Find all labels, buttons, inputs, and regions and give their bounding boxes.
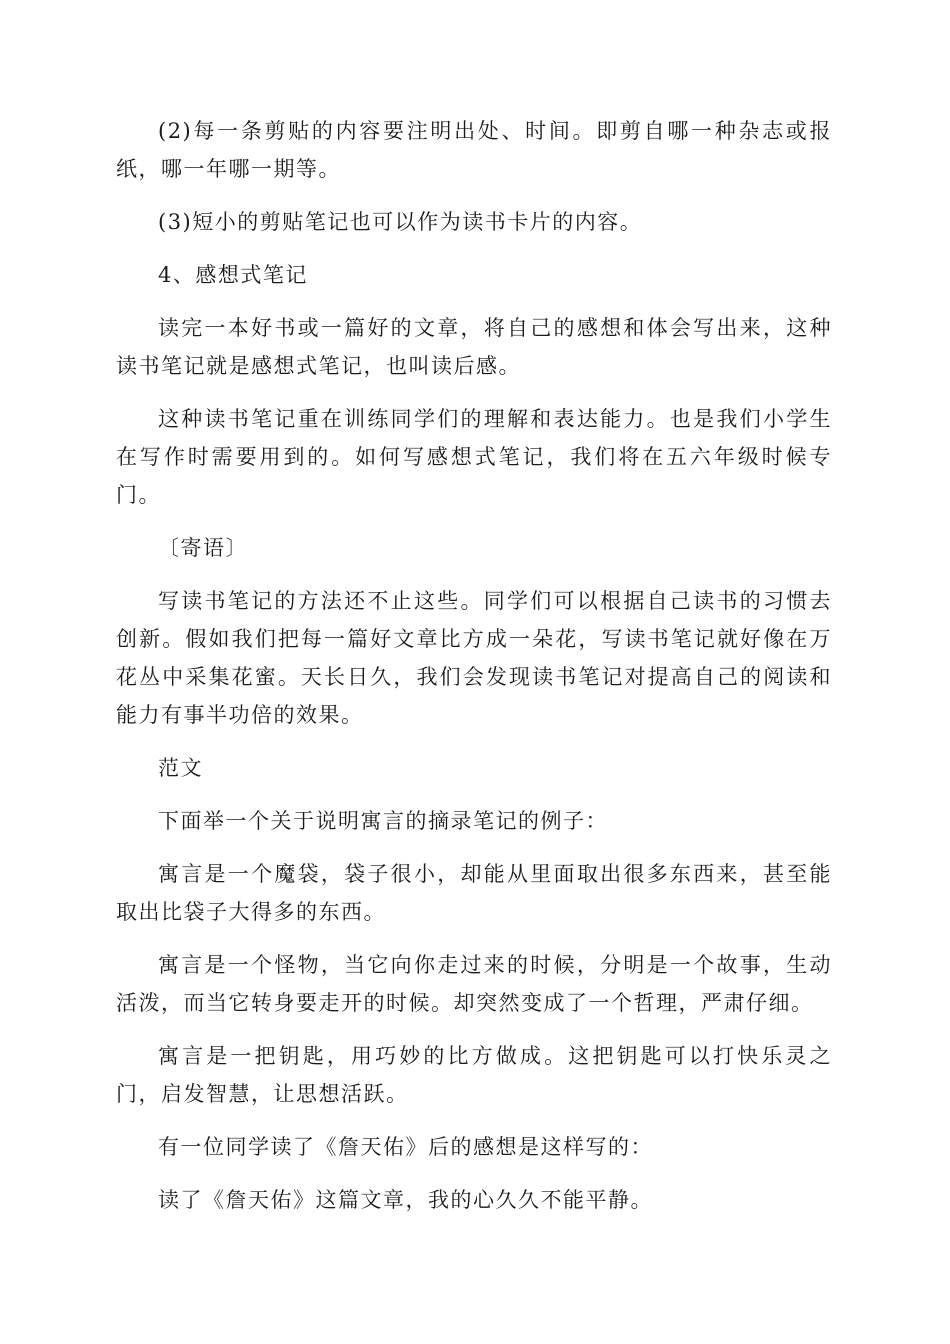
paragraph-reflection-purpose: 这种读书笔记重在训练同学们的理解和表达能力。也是我们小学生在写作时需要用到的。如何写感想式笔记，我们将在五六年级时候专门。 xyxy=(116,407,832,507)
paragraph-reflection-example-intro: 有一位同学读了《詹天佑》后的感想是这样写的： xyxy=(158,1135,653,1159)
paragraph-reflection-example-text: 读了《詹天佑》这篇文章，我的心久久不能平静。 xyxy=(158,1188,653,1212)
paragraph-clipping-source-note: (2)每一条剪贴的内容要注明出处、时间。即剪自哪一种杂志或报纸，哪一年哪一期等。 xyxy=(116,119,832,181)
section-heading-reflection-notes: 4、感想式笔记 xyxy=(158,263,308,287)
paragraph-reflection-definition: 读完一本好书或一篇好的文章，将自己的感想和体会写出来，这种读书笔记就是感想式笔记，也叫读后感。 xyxy=(116,316,832,378)
paragraph-message-body: 写读书笔记的方法还不止这些。同学们可以根据自己读书的习惯去创新。假如我们把每一篇好文章比方成一朵花，写读书笔记就好像在万花丛中采集花蜜。天长日久，我们会发现读书笔记对提高自己的阅读和能力有事半功倍的效果。 xyxy=(116,589,832,727)
paragraph-fable-monster: 寓言是一个怪物，当它向你走过来的时候，分明是一个故事，生动活泼，而当它转身要走开的时候。却突然变成了一个哲理，严肃仔细。 xyxy=(116,953,832,1015)
paragraph-fable-key: 寓言是一把钥匙，用巧妙的比方做成。这把钥匙可以打快乐灵之门，启发智慧，让思想活跃。 xyxy=(116,1044,832,1106)
paragraph-sample-intro: 下面举一个关于说明寓言的摘录笔记的例子： xyxy=(158,809,608,833)
paragraph-clipping-card-note: (3)短小的剪贴笔记也可以作为读书卡片的内容。 xyxy=(158,210,643,234)
section-heading-sample: 范文 xyxy=(158,756,203,780)
paragraph-fable-magic-bag: 寓言是一个魔袋，袋子很小，却能从里面取出很多东西来，甚至能取出比袋子大得多的东西。 xyxy=(116,862,832,924)
section-heading-message: 〔寄语〕 xyxy=(158,536,248,560)
document-body xyxy=(116,112,832,1219)
